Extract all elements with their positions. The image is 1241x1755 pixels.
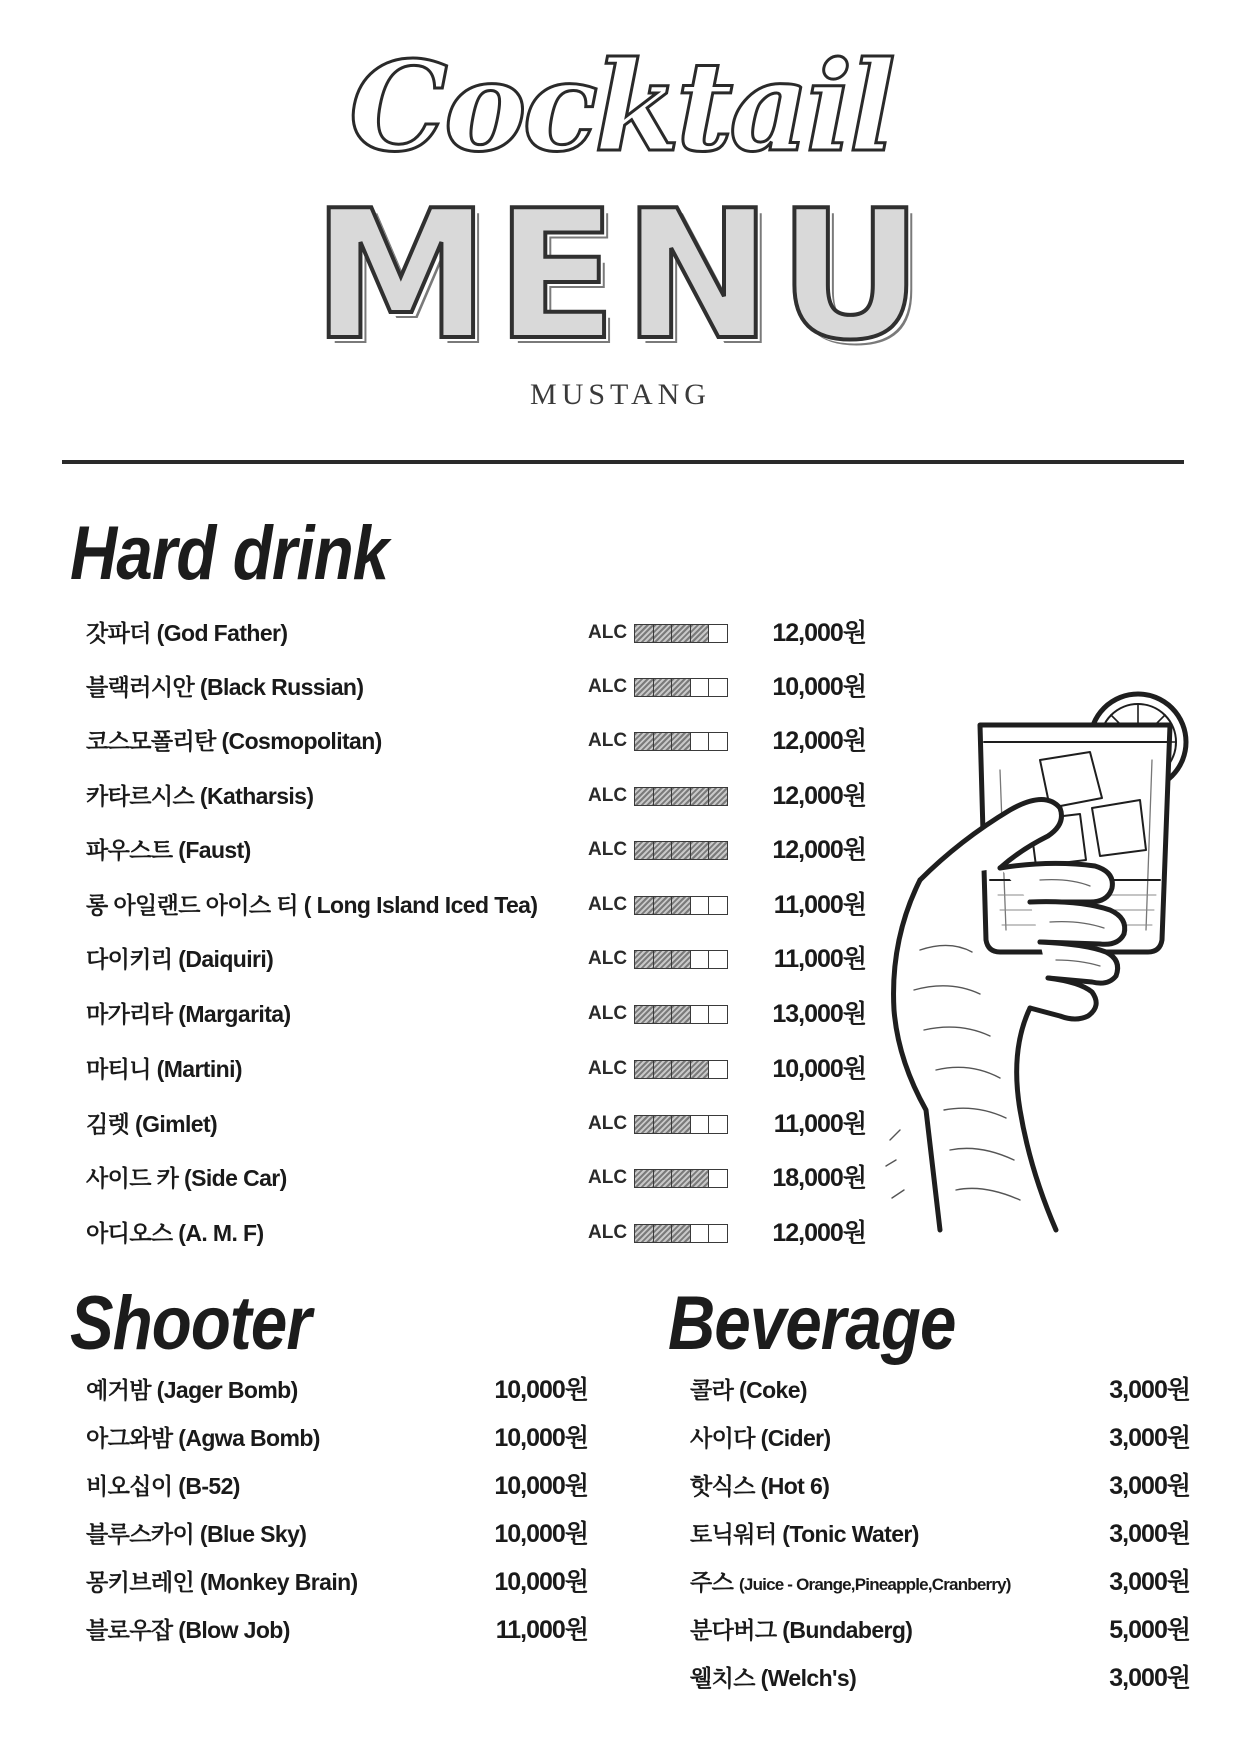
item-name: 코스모폴리탄 (Cosmopolitan) bbox=[86, 728, 382, 754]
shooter-item bbox=[86, 1466, 588, 1506]
alc-label: ALC bbox=[588, 1058, 628, 1079]
alc-label: ALC bbox=[588, 948, 628, 969]
beverage-item bbox=[690, 1610, 1190, 1650]
item-price: 18,000원 bbox=[772, 1164, 866, 1192]
item-price: 10,000원 bbox=[494, 1472, 588, 1500]
hard-drink-item bbox=[86, 1049, 866, 1089]
alc-segment-filled bbox=[672, 897, 691, 914]
shooter-item bbox=[86, 1562, 588, 1602]
alc-segment-filled bbox=[635, 733, 654, 750]
item-name: 사이드 카 (Side Car) bbox=[86, 1165, 287, 1191]
alc-segment-filled bbox=[654, 951, 673, 968]
alc-meter bbox=[634, 841, 728, 860]
item-name: 핫식스 (Hot 6) bbox=[690, 1473, 830, 1499]
item-price: 3,000원 bbox=[1109, 1520, 1190, 1548]
hard-drink-item bbox=[86, 885, 866, 925]
item-name: 웰치스 (Welch's) bbox=[690, 1665, 857, 1691]
alc-segment-filled bbox=[635, 1006, 654, 1023]
alc-label: ALC bbox=[588, 839, 628, 860]
item-price: 12,000원 bbox=[772, 782, 866, 810]
alc-segment-empty bbox=[691, 1006, 710, 1023]
item-price: 10,000원 bbox=[494, 1376, 588, 1404]
alc-segment-filled bbox=[691, 625, 710, 642]
hard-drink-item bbox=[86, 1104, 866, 1144]
hard-drink-item bbox=[86, 613, 866, 653]
alc-segment-filled bbox=[672, 625, 691, 642]
alc-segment-empty bbox=[709, 1116, 727, 1133]
hard-drink-item bbox=[86, 776, 866, 816]
alc-label: ALC bbox=[588, 1003, 628, 1024]
alc-segment-filled bbox=[654, 1225, 673, 1242]
alc-segment-filled bbox=[635, 1225, 654, 1242]
hard-drink-item bbox=[86, 830, 866, 870]
item-price: 5,000원 bbox=[1109, 1616, 1190, 1644]
alc-segment-filled bbox=[672, 951, 691, 968]
cocktail-script-title: Cocktail bbox=[349, 35, 892, 180]
alc-segment-empty bbox=[691, 1225, 710, 1242]
alc-segment-filled bbox=[635, 842, 654, 859]
alc-segment-empty bbox=[691, 1116, 710, 1133]
shooter-item bbox=[86, 1514, 588, 1554]
beverage-item bbox=[690, 1514, 1190, 1554]
item-name: 블랙러시안 (Black Russian) bbox=[86, 674, 364, 700]
alc-segment-filled bbox=[635, 679, 654, 696]
item-price: 12,000원 bbox=[772, 619, 866, 647]
hard-drink-heading: Hard drink bbox=[70, 511, 389, 596]
alc-segment-empty bbox=[709, 733, 727, 750]
beverage-heading: Beverage bbox=[668, 1281, 956, 1366]
item-price: 12,000원 bbox=[772, 836, 866, 864]
alc-segment-filled bbox=[654, 679, 673, 696]
shooter-item bbox=[86, 1418, 588, 1458]
alc-segment-empty bbox=[709, 897, 727, 914]
alc-segment-filled bbox=[635, 951, 654, 968]
shooter-item bbox=[86, 1370, 588, 1410]
alc-segment-filled bbox=[654, 897, 673, 914]
item-name: 아디오스 (A. M. F) bbox=[86, 1220, 264, 1246]
hand-holding-glass-icon bbox=[880, 690, 1210, 1250]
hard-drink-item bbox=[86, 1158, 866, 1198]
item-price: 10,000원 bbox=[772, 673, 866, 701]
alc-segment-filled bbox=[672, 788, 691, 805]
alc-segment-filled bbox=[654, 1006, 673, 1023]
alc-label: ALC bbox=[588, 1222, 628, 1243]
alc-segment-filled bbox=[672, 1006, 691, 1023]
item-name: 마가리타 (Margarita) bbox=[86, 1001, 291, 1027]
item-price: 10,000원 bbox=[494, 1568, 588, 1596]
alc-meter bbox=[634, 1060, 728, 1079]
item-name: 갓파더 (God Father) bbox=[86, 620, 288, 646]
alc-segment-empty bbox=[691, 733, 710, 750]
alc-segment-empty bbox=[709, 625, 727, 642]
alc-segment-filled bbox=[691, 1170, 710, 1187]
alc-segment-empty bbox=[709, 679, 727, 696]
alc-segment-filled bbox=[691, 842, 710, 859]
beverage-item bbox=[690, 1370, 1190, 1410]
alc-segment-empty bbox=[691, 679, 710, 696]
alc-label: ALC bbox=[588, 730, 628, 751]
hard-drink-item bbox=[86, 1213, 866, 1253]
beverage-item bbox=[690, 1562, 1190, 1602]
item-name: 김렛 (Gimlet) bbox=[86, 1111, 218, 1137]
alc-segment-filled bbox=[672, 1170, 691, 1187]
alc-segment-filled bbox=[691, 788, 710, 805]
item-name: 블루스카이 (Blue Sky) bbox=[86, 1521, 307, 1547]
item-price: 10,000원 bbox=[494, 1424, 588, 1452]
beverage-item bbox=[690, 1466, 1190, 1506]
alc-segment-filled bbox=[635, 1061, 654, 1078]
item-price: 11,000원 bbox=[773, 945, 866, 973]
alc-segment-filled bbox=[672, 842, 691, 859]
item-name: 토닉워터 (Tonic Water) bbox=[690, 1521, 919, 1547]
item-name: 몽키브레인 (Monkey Brain) bbox=[86, 1569, 358, 1595]
hard-drink-item bbox=[86, 939, 866, 979]
hard-drink-item bbox=[86, 721, 866, 761]
alc-segment-empty bbox=[691, 951, 710, 968]
hard-drink-item bbox=[86, 667, 866, 707]
alc-meter bbox=[634, 1169, 728, 1188]
item-name: 카타르시스 (Katharsis) bbox=[86, 783, 314, 809]
alc-meter bbox=[634, 1224, 728, 1243]
alc-segment-empty bbox=[709, 1061, 727, 1078]
alc-segment-filled bbox=[691, 1061, 710, 1078]
alc-segment-empty bbox=[709, 1225, 727, 1242]
item-name-main: 주스 bbox=[690, 1569, 734, 1595]
alc-label: ALC bbox=[588, 1113, 628, 1134]
item-price: 12,000원 bbox=[772, 727, 866, 755]
item-price: 3,000원 bbox=[1109, 1568, 1190, 1596]
alc-meter bbox=[634, 1005, 728, 1024]
alc-meter bbox=[634, 624, 728, 643]
header-divider bbox=[62, 460, 1184, 464]
beverage-item bbox=[690, 1658, 1190, 1698]
alc-segment-filled bbox=[635, 897, 654, 914]
alc-segment-filled bbox=[654, 788, 673, 805]
alc-meter bbox=[634, 1115, 728, 1134]
item-price: 3,000원 bbox=[1109, 1376, 1190, 1404]
item-price: 3,000원 bbox=[1109, 1472, 1190, 1500]
alc-segment-filled bbox=[635, 625, 654, 642]
alc-segment-filled bbox=[654, 625, 673, 642]
item-price: 10,000원 bbox=[494, 1520, 588, 1548]
alc-segment-empty bbox=[709, 1006, 727, 1023]
item-name bbox=[690, 1562, 1011, 1605]
item-name: 비오십이 (B-52) bbox=[86, 1473, 240, 1499]
alc-segment-filled bbox=[672, 1225, 691, 1242]
item-price: 11,000원 bbox=[773, 1110, 866, 1138]
alc-segment-filled bbox=[635, 788, 654, 805]
alc-label: ALC bbox=[588, 894, 628, 915]
item-price: 3,000원 bbox=[1109, 1664, 1190, 1692]
hard-drink-item bbox=[86, 994, 866, 1034]
item-name: 분다버그 (Bundaberg) bbox=[690, 1617, 913, 1643]
shooter-heading: Shooter bbox=[70, 1281, 311, 1366]
alc-meter bbox=[634, 732, 728, 751]
item-price: 12,000원 bbox=[772, 1219, 866, 1247]
alc-segment-filled bbox=[709, 842, 727, 859]
alc-meter bbox=[634, 787, 728, 806]
alc-segment-filled bbox=[709, 788, 727, 805]
alc-meter bbox=[634, 950, 728, 969]
alc-segment-filled bbox=[654, 733, 673, 750]
brand-name: MUSTANG bbox=[530, 378, 711, 411]
alc-meter bbox=[634, 896, 728, 915]
alc-label: ALC bbox=[588, 622, 628, 643]
item-name: 콜라 (Coke) bbox=[690, 1377, 807, 1403]
item-name: 다이키리 (Daiquiri) bbox=[86, 946, 274, 972]
alc-label: ALC bbox=[588, 1167, 628, 1188]
item-price: 13,000원 bbox=[772, 1000, 866, 1028]
shooter-item bbox=[86, 1610, 588, 1650]
item-name: 파우스트 (Faust) bbox=[86, 837, 251, 863]
alc-segment-empty bbox=[709, 1170, 727, 1187]
item-price: 11,000원 bbox=[773, 891, 866, 919]
alc-segment-filled bbox=[654, 842, 673, 859]
beverage-item bbox=[690, 1418, 1190, 1458]
alc-meter bbox=[634, 678, 728, 697]
item-name: 사이다 (Cider) bbox=[690, 1425, 831, 1451]
alc-segment-filled bbox=[672, 1116, 691, 1133]
item-name: 아그와밤 (Agwa Bomb) bbox=[86, 1425, 320, 1451]
alc-segment-filled bbox=[635, 1170, 654, 1187]
alc-segment-filled bbox=[672, 1061, 691, 1078]
alc-segment-filled bbox=[654, 1170, 673, 1187]
item-name: 롱 아일랜드 아이스 티 ( Long Island Iced Tea) bbox=[86, 892, 538, 918]
alc-segment-filled bbox=[654, 1116, 673, 1133]
alc-segment-filled bbox=[654, 1061, 673, 1078]
alc-segment-empty bbox=[691, 897, 710, 914]
item-price: 11,000원 bbox=[495, 1616, 588, 1644]
alc-segment-filled bbox=[635, 1116, 654, 1133]
alc-segment-filled bbox=[672, 733, 691, 750]
alc-label: ALC bbox=[588, 676, 628, 697]
item-name: 예거밤 (Jager Bomb) bbox=[86, 1377, 298, 1403]
alc-segment-empty bbox=[709, 951, 727, 968]
menu-main-title: MENU bbox=[312, 172, 929, 379]
item-price: 10,000원 bbox=[772, 1055, 866, 1083]
item-name: 마티니 (Martini) bbox=[86, 1056, 242, 1082]
alc-label: ALC bbox=[588, 785, 628, 806]
item-name-detail: (Juice - Orange,Pineapple,Cranberry) bbox=[739, 1575, 1011, 1594]
menu-header bbox=[0, 0, 1241, 440]
alc-segment-filled bbox=[672, 679, 691, 696]
item-price: 3,000원 bbox=[1109, 1424, 1190, 1452]
item-name: 블로우잡 (Blow Job) bbox=[86, 1617, 290, 1643]
